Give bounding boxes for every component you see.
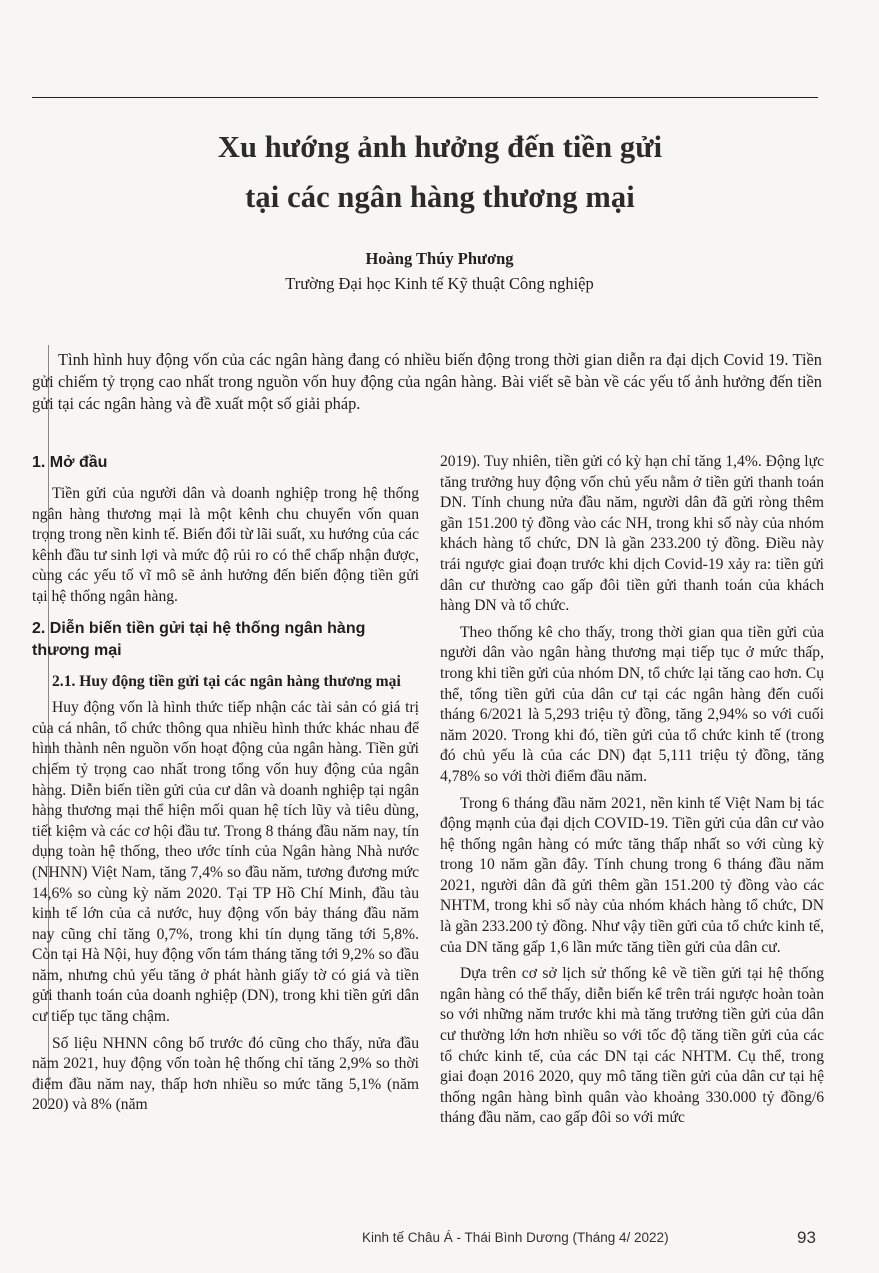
page-footer bbox=[0, 1228, 879, 1248]
paragraph: Dựa trên cơ sở lịch sử thống kê về tiền gửi tại hệ thống ngân hàng có thể thấy, diễn biến kể trên trái ngược hoàn toàn so với những năm trước khi mà tăng trưởng tiền gửi của dân cư thường lớn hơn nhiều so với tốc độ tăng tiền gửi của các tổ chức kinh tế, của các DN tại các NHTM. Cụ thể, trong giai đoạn 2016 2020, quy mô tăng tiền gửi của dân cư tại hệ thống ngân hàng bình quân vào khoảng 330.000 tỷ đồng/6 tháng đầu năm, cao gấp đôi so với mức bbox=[440, 965, 824, 1127]
author-name: Hoàng Thúy Phương bbox=[365, 249, 514, 268]
top-rule bbox=[32, 97, 818, 98]
page-number: 93 bbox=[797, 1228, 816, 1247]
paragraph: Tiền gửi của người dân và doanh nghiệp trong hệ thống ngân hàng thương mại là một kênh chu chuyển vốn quan trọng trong nền kinh tế. Biến đổi từ lãi suất, xu hướng của các kênh đầu tư sinh lợi và mức độ rủi ro có thể chấp nhận được, cùng các yếu tố vĩ mô sẽ ảnh hưởng đến biến động tiền gửi tại hệ thống ngân hàng. bbox=[32, 485, 419, 605]
abstract: Tình hình huy động vốn của các ngân hàng đang có nhiều biến động trong thời gian diễn ra đại dịch Covid 19. Tiền gửi chiếm tỷ trọng cao nhất trong nguồn vốn huy động của ngân hàng. Bài viết sẽ bàn về các yếu tố ảnh hưởng đến tiền gửi tại các ngân hàng và đề xuất một số giải pháp. bbox=[32, 350, 822, 413]
section-heading-deposit-trends: 2. Diễn biến tiền gửi tại hệ thống ngân hàng thương mại bbox=[32, 619, 366, 659]
paragraph: Huy động vốn là hình thức tiếp nhận các tài sản có giá trị của cá nhân, tổ chức thông qua nhiều hình thức khác nhau để hình thành nên nguồn vốn hoạt động của ngân hàng. Tiền gửi chiếm tỷ trọng cao nhất trong tổng vốn huy động của ngân hàng. Diễn biến tiền gửi của cư dân và doanh nghiệp tại ngân hàng thương mại thể hiện mối quan hệ tích lũy và tiêu dùng, tiết kiệm và các cơ hội đầu tư. Trong 8 tháng đầu năm nay, tín dụng toàn hệ thống, theo ước tính của Ngân hàng Nhà nước (NHNN) Việt Nam, tăng 7,4% so đầu năm, tương đương mức 14,6% so cùng kỳ năm 2020. Tại TP Hồ Chí Minh, đầu tàu kinh tế lớn của cả nước, huy động vốn bảy tháng đầu năm nay cũng chỉ tăng 0,7%, trong khi tín dụng tăng tới 5,8%. Còn tại Hà Nội, huy động vốn tám tháng tăng tới 9,2% so đầu năm, nhưng chủ yếu tăng ở phát hành giấy tờ có giá và tiền gửi thanh toán của doanh nghiệp (DN), trong khi tiền gửi dân cư tiếp tục tăng chậm. bbox=[32, 699, 419, 1026]
article-title-line-2: tại các ngân hàng thương mại bbox=[245, 180, 635, 214]
left-column bbox=[32, 452, 419, 1116]
author-affiliation: Trường Đại học Kinh tế Kỹ thuật Công nghiệp bbox=[285, 274, 594, 293]
article-title-line-1: Xu hướng ảnh hưởng đến tiền gửi bbox=[217, 130, 663, 164]
paragraph: Theo thống kê cho thấy, trong thời gian qua tiền gửi của người dân vào ngân hàng thương mại tiếp tục ở mức thấp, trong khi tiền gửi của nhóm DN, tổ chức lại tăng cao hơn. Cụ thể, tổng tiền gửi của dân cư tại các ngân hàng đến cuối tháng 6/2021 là 5,293 triệu tỷ đồng, tăng 2,94% so với cuối năm 2020. Trong khi đó, tiền gửi của tổ chức kinh tế (trong đó chủ yếu là của các DN) đạt 5,111 triệu tỷ đồng, tăng 4,78% so với thời điểm đầu năm. bbox=[440, 623, 824, 785]
right-column bbox=[440, 452, 824, 1129]
paragraph-continued: 2019). Tuy nhiên, tiền gửi có kỳ hạn chỉ tăng 1,4%. Động lực tăng trưởng huy động vốn chủ yếu nằm ở tiền gửi thanh toán DN. Tính chung nửa đầu năm, người dân đã gửi ròng thêm gần 151.200 tỷ đồng vào các NH, trong khi số này của nhóm khách hàng tổ chức, DN là gần 233.200 tỷ đồng. Điều này trái ngược giai đoạn trước khi dịch Covid-19 xảy ra: tiền gửi dân cư thường cao gấp đôi tiền gửi thanh toán của khách hàng DN và tổ chức. bbox=[440, 453, 824, 615]
paragraph: Số liệu NHNN công bố trước đó cũng cho thấy, nửa đầu năm 2021, huy động vốn toàn hệ thống chỉ tăng 2,9% so thời điểm đầu năm nay, thấp hơn nhiều so mức tăng 5,1% (năm 2020) và 8% (năm bbox=[32, 1034, 419, 1114]
subsection-heading: 2.1. Huy động tiền gửi tại các ngân hàng thương mại bbox=[52, 672, 401, 690]
section-heading-intro: 1. Mở đầu bbox=[32, 454, 108, 471]
journal-citation: Kinh tế Châu Á - Thái Bình Dương (Tháng 4/ 2022) bbox=[362, 1230, 669, 1245]
paragraph: Trong 6 tháng đầu năm 2021, nền kinh tế Việt Nam bị tác động mạnh của đại dịch COVID-19. Tiền gửi của dân cư vào hệ thống ngân hàng có mức tăng thấp nhất so với cùng kỳ trong 10 năm gần đây. Tính chung trong 6 tháng đầu năm 2021, người dân đã gửi thêm gần 151.200 tỷ đồng vào các NHTM, trong khi số này của nhóm khách hàng tổ chức, DN là gần 233.200 tỷ đồng. Như vậy tiền gửi của tổ chức kinh tế, của DN tăng gấp 1,6 lần mức tăng tiền gửi của dân cư. bbox=[440, 794, 824, 956]
